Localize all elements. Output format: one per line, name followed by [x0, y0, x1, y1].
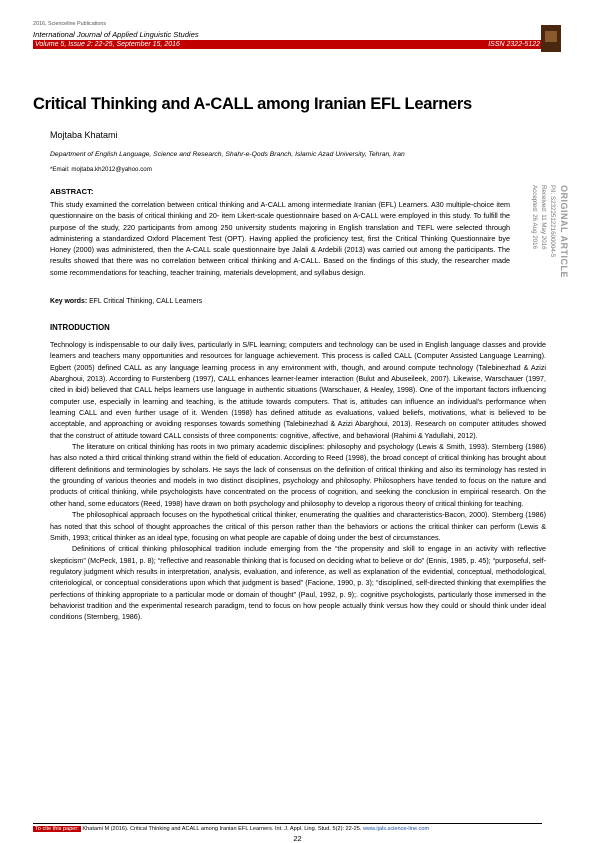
abstract-heading: ABSTRACT:: [50, 187, 94, 196]
article-pii: PII: S232251221600004-5: [549, 185, 556, 258]
article-title: Critical Thinking and A-CALL among Iranian EFL Learners: [33, 95, 472, 113]
article-type: ORIGINAL ARTICLE: [559, 185, 569, 278]
keywords-value: EFL Critical Thinking, CALL Learners: [89, 298, 203, 305]
cite-text: Khatami M (2016). Critical Thinking and ACALL among Iranian EFL Learners. Int. J. Appl. Ling. Stud. 5(2): 22-25.: [82, 826, 362, 832]
issue-info: Volume 5, Issue 2: 22-25, September 15, 2016: [35, 41, 180, 48]
article-side-info: [521, 185, 571, 305]
citation-line: [33, 825, 429, 833]
issn: ISSN 2322-5122: [488, 41, 540, 48]
journal-cover-thumbnail: [541, 25, 561, 52]
footer-rule: [33, 823, 542, 824]
publisher-line: 2016, Scienceline Publications: [33, 21, 107, 27]
paragraph: The philosophical approach focuses on the hypothetical critical thinker, enumerating the qualities and characteristics-Bacon, 2000). Sternberg (1986) has noted that this school of thought approaches the critical of this person rather than the behaviors or actions the critical thinker can perform (Lewis & Smith, 1993; critical thinker as an ideal type, focusing on what people are capable of doing under the best of circumstances.: [50, 511, 546, 542]
journal-info-bar: [33, 40, 542, 49]
author-name: Mojtaba Khatami: [50, 130, 118, 140]
author-affiliation: Department of English Language, Science and Research, Shahr-e-Qods Branch, Islamic Azad University, Tehran, Iran: [50, 151, 405, 158]
introduction-body: [50, 340, 546, 624]
author-email: *Email: mojtaba.kh2012@yahoo.com: [50, 166, 152, 173]
introduction-heading: INTRODUCTION: [50, 323, 110, 332]
cite-label: To cite this paper:: [35, 826, 79, 832]
keywords-label: Key words:: [50, 298, 88, 305]
journal-name: International Journal of Applied Linguistic Studies: [33, 30, 199, 39]
received-date: Received: 11 May 2016: [540, 185, 547, 250]
paragraph: The literature on critical thinking has roots in two primary academic disciplines: philosophy and psychology (Lewis & Smith, 1993). Sternberg (1986) has also noted a third critical thinking strand within the field of education. According to Reed (1998), the broad concept of critical thinking has brought about different definitions and terminologies by scholars. He says the lack of consensus on the definition of critical thinking and also its terminology has rested in the grounding of various theories and models in two distinct disciplines, psychology and philosophy. Philosophers have tended to focus on the nature and products of critical thinking, while psychologists have concentrated on the process of cognition, and seeking the conclusion in empirical research. On the other hand, some educators (Reed, 1998) have drawn on both psychology and philosophy to develop a rigorous theory of critical thinking for teaching.: [50, 443, 546, 508]
page-number: 22: [293, 834, 302, 843]
paragraph: Technology is indispensable to our daily lives, particularly in S/FL learning; computers and technology can be used in English language classes and provide learners and teachers many opportunities and resources for language achievement. This process is called CALL (Computer Assisted Language Learning). Egbert (2005) defined CALL as any language learning process in any environment with, though, and around compute technology (Talebinezhad & Azizi Abarghoui, 2013). According to Furstenberg (1997), CALL enhances learner-learner interaction (Bulut and Abuseileek, 2007). Likewise, Warschauer (1997, cited in ibid) believed that CALL helps learners use language in authentic situations (Warschauer, & Healey, 1998). One of the important factors influencing computer use, especially in learning and teaching, is the attitude towards computers. That is, attitudes can influence an individual's performance when learning CALL and even further usage of it. Wenden (1998) has defined attitude as evaluations, valued beliefs, motivations, what is believed to be acceptable, and approaching or avoiding responses towards something (Talebinezhad & Azizi Abarghoui, 2013). Research on computer attitudes showed that the construct of attitude toward CALL consists of three components: cognitive, affective, and behavioral (Rahimi & Yadullahi, 2012).: [50, 341, 546, 440]
journal-url-link[interactable]: www.ijals.science-line.com: [362, 826, 430, 832]
paragraph: Definitions of critical thinking philosophical tradition include emerging from the “the propensity and skill to engage in an activity with reflective skepticism” (McPeck, 1981, p. 8); “reflective and reasonable thinking that is focused on deciding what to believe or do” (Ennis, 1985, p. 45); “purposeful, self-regulatory judgment which results in interpretation, analysis, evaluation, and inference, as well as explanation of the evidential, conceptual, methodological, criteriological, or conceptual considerations upon which that judgment is based” (Facione, 1990, p. 3); “disciplined, self-directed thinking that exemplifies the perfections of thinking appropriate to a particular mode or domain of thought” (Paul, 1992, p. 9);. cognitive psychologists, particularly those immersed in the behaviorist tradition and the experimental research paradigm, tend to focus on how people actually think versus how they could or should think under ideal conditions (Sternberg, 1986).: [50, 545, 546, 622]
abstract-text: This study examined the correlation between critical thinking and A-CALL among intermediate Iranian (EFL) Learners. A30 multiple-choice item questionnaire on the basis of critical thinking and 20- item Likert-scale questionnaire based on A-CALL were employed in this study. To fulfill the purpose of the study, 220 participants from among 250 university students majoring in English translation and TEFL were selected through administering a standardized Oxford Placement Test (OPT). Having applied the proficiency test, first the Critical Thinking Questionnaire bye Honey (2000) was administered, then the A-CALL scale questionnaire bye Jalali & Ardebili (2013) was carried out among the participants. The results showed that there was no correlation between critical thinking and A-CALL. Based on the findings of this study, the researcher made some recommendations for teaching, teacher training, materials development, and syllabus design.: [50, 200, 510, 277]
accepted-date: Accepted: 26 Aug 2016: [531, 185, 538, 249]
keywords: [50, 298, 202, 305]
